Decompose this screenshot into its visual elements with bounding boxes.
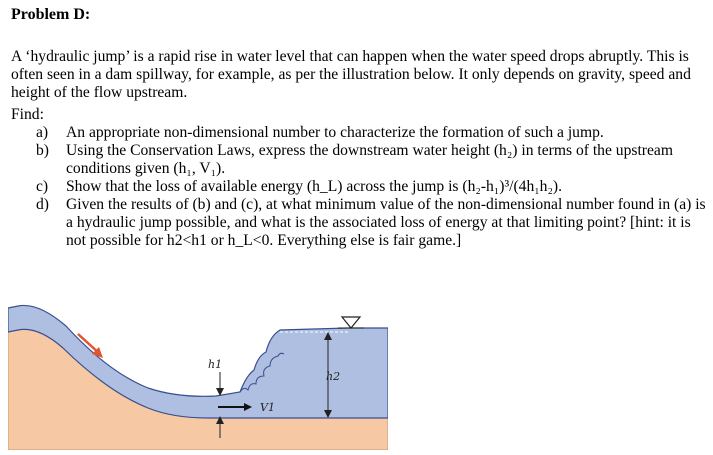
- question-marker: b): [36, 142, 49, 159]
- question-text: An appropriate non-dimensional number to characterize the formation of such a jump.: [66, 124, 604, 141]
- question-text: Using the Conservation Laws, express the downstream water height (h₂) in terms of the upstream conditions given (h₁, V₁).: [66, 142, 673, 177]
- problem-title: Problem D:: [11, 6, 91, 23]
- question-a: [36, 124, 708, 142]
- question-marker: a): [36, 124, 49, 141]
- v1-label: V1: [260, 401, 275, 414]
- question-c: [36, 178, 708, 196]
- question-d: [36, 196, 708, 250]
- question-marker: c): [36, 178, 49, 195]
- question-marker: d): [36, 196, 49, 213]
- intro-paragraph: A ‘hydraulic jump’ is a rapid rise in water level that can happen when the water speed drops abruptly. This is often seen in a dam spillway, for example, as per the illustration below. It only depends on gravity, speed and height of the flow upstream.: [11, 48, 691, 101]
- h2-label: h2: [326, 370, 341, 383]
- free-surface-marker-icon: [342, 317, 360, 328]
- question-list: [36, 124, 708, 250]
- find-label: Find:: [11, 106, 44, 123]
- hydraulic-jump-illustration: [8, 290, 388, 450]
- question-text: Given the results of (b) and (c), at what minimum value of the non-dimensional number found in (a) is a hydraulic jump possible, and what is the associated loss of energy at that limiting point? [hint: it is not possible for h2<h1 or h_L<0. Everything else is fair game.]: [66, 196, 706, 249]
- h1-label: h1: [208, 358, 223, 371]
- question-text: Show that the loss of available energy (h_L) across the jump is (h₂-h₁)³/(4h₁h₂).: [66, 178, 562, 195]
- question-b: [36, 142, 708, 178]
